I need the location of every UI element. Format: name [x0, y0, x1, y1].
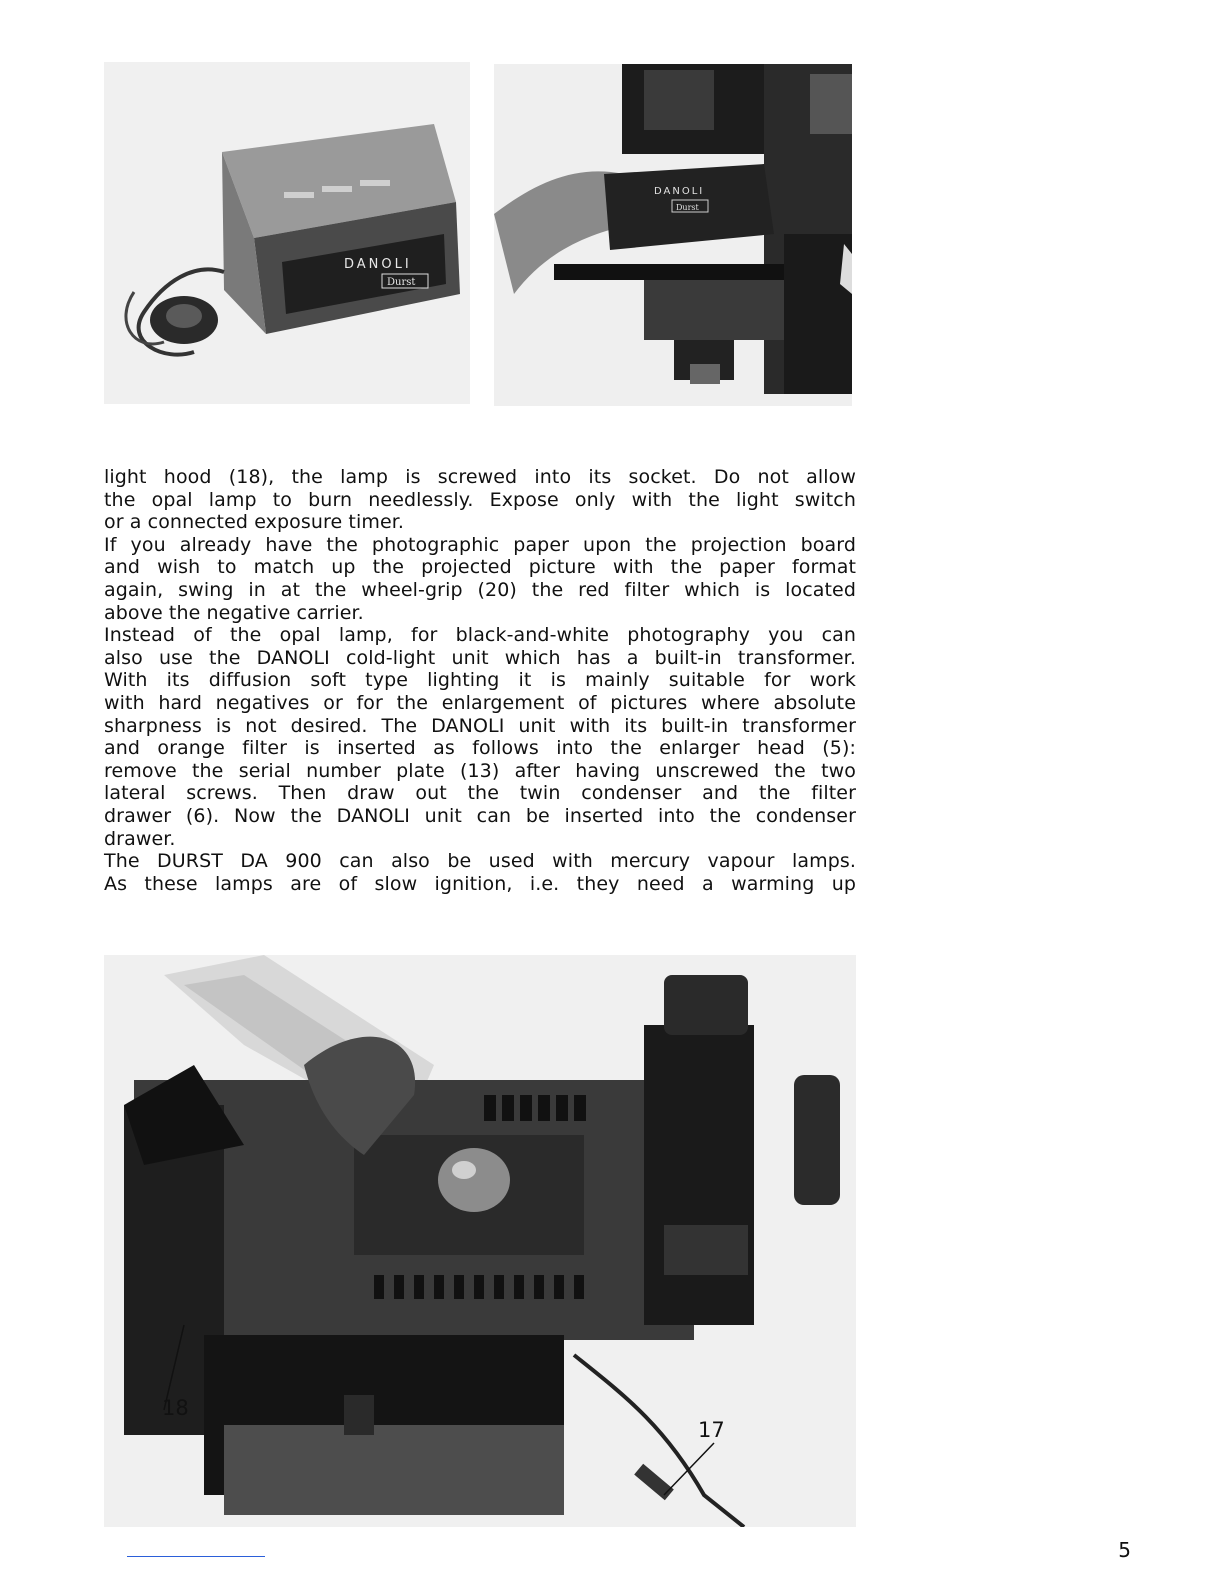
- text-line: drawer (6). Now the DANOLI unit can be inserted into the condenser: [104, 804, 856, 827]
- insertion-danoli-badge: DANOLI: [654, 186, 705, 197]
- text-line: light hood (18), the lamp is screwed into its socket. Do not allow: [104, 466, 856, 488]
- body-text: [104, 466, 856, 895]
- durst-badge: Durst: [387, 277, 416, 288]
- text-line: The DURST DA 900 can also be used with mercury vapour lamps.: [104, 850, 856, 873]
- text-line: lateral screws. Then draw out the twin condenser and the filter: [104, 782, 856, 805]
- text-line: Instead of the opal lamp, for black-and-white photography you can: [104, 624, 856, 647]
- text-line: with hard negatives or for the enlargement of pictures where absolute: [104, 691, 856, 714]
- photo-danoli-unit: [104, 62, 470, 404]
- text-line: sharpness is not desired. The DANOLI unit with its built-in transformer: [104, 714, 856, 737]
- text-line: drawer.: [104, 827, 176, 850]
- text-line: or a connected exposure timer.: [104, 511, 405, 534]
- head-open-illustration: [104, 955, 856, 1527]
- callout-17: 17: [698, 1418, 725, 1442]
- bottom-rule: [127, 1556, 265, 1557]
- text-line: the opal lamp to burn needlessly. Expose only with the light switch: [104, 488, 856, 511]
- photo-head-open: [104, 955, 856, 1527]
- photo-insertion: [494, 64, 852, 406]
- callout-18: 18: [162, 1396, 189, 1420]
- text-line: again, swing in at the wheel-grip (20) the red filter which is located: [104, 578, 856, 601]
- text-line: As these lamps are of slow ignition, i.e. they need a warming up: [104, 872, 856, 895]
- insertion-durst-badge: Durst: [676, 203, 699, 212]
- text-line: above the negative carrier.: [104, 601, 364, 624]
- danoli-badge: DANOLI: [344, 257, 412, 272]
- text-line: If you already have the photographic paper upon the projection board: [104, 533, 856, 556]
- text-line: and wish to match up the projected picture with the paper format: [104, 556, 856, 579]
- text-line: and orange filter is inserted as follows into the enlarger head (5):: [104, 737, 856, 760]
- insertion-illustration: [494, 64, 852, 406]
- text-line: With its diffusion soft type lighting it is mainly suitable for work: [104, 669, 856, 692]
- text-line: remove the serial number plate (13) after having unscrewed the two: [104, 759, 856, 782]
- text-line: also use the DANOLI cold-light unit which has a built-in transformer.: [104, 646, 856, 669]
- page-number: 5: [1118, 1538, 1131, 1562]
- danoli-unit-illustration: [104, 62, 470, 404]
